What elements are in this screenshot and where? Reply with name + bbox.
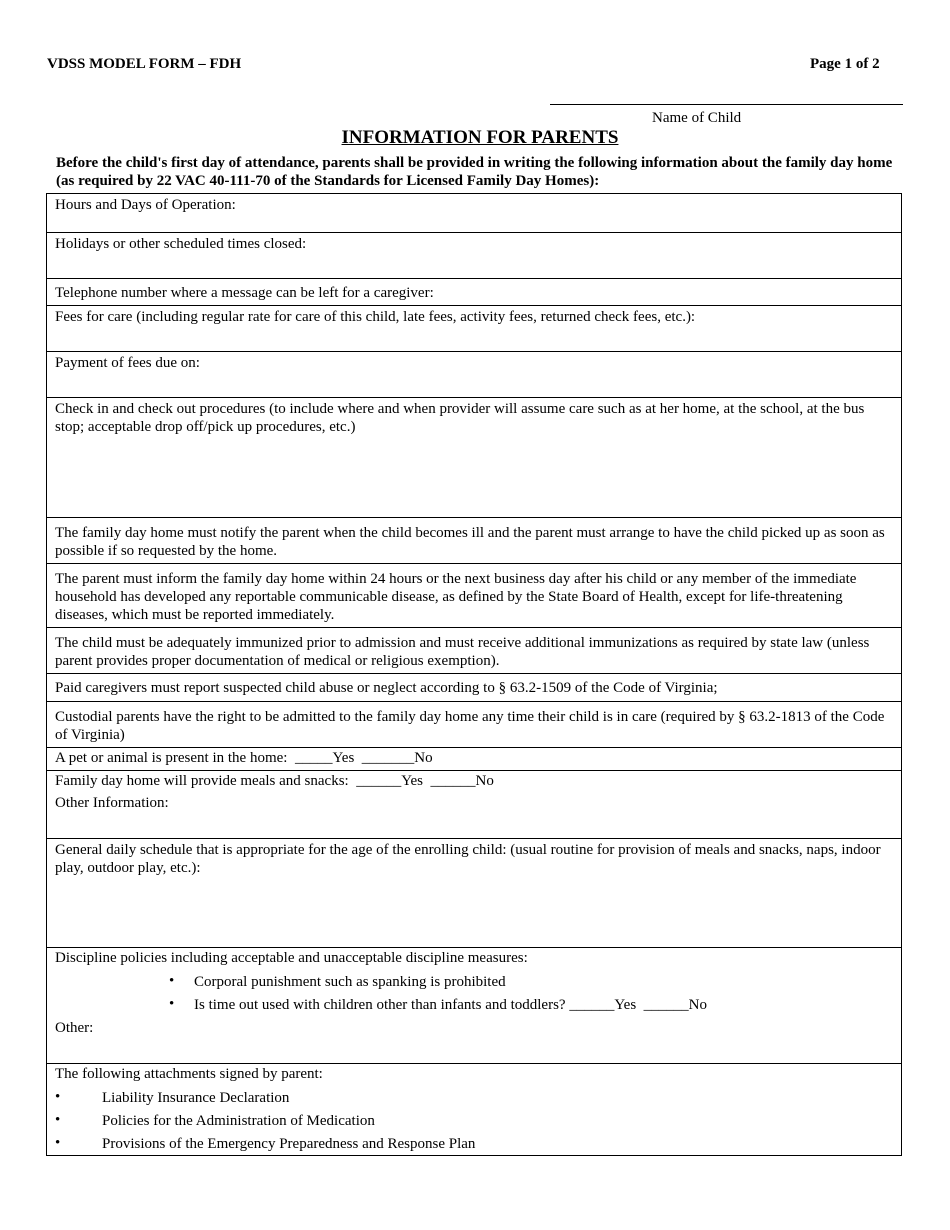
row-abuse xyxy=(47,674,901,702)
communicable-text: The parent must inform the family day home within 24 hours or the next business day after his child or any member of the immediate household has developed any reportable communicable disease, as defined by the State Board of Health, except for life-threatening diseases, which must be reported immediately. xyxy=(55,571,857,623)
meals-question[interactable]: Family day home will provide meals and snacks: ______Yes ______No xyxy=(55,773,494,789)
intro-text: Before the child's first day of attendance, parents shall be provided in writing the following information about the family day home (as required by 22 VAC 40-111-70 of the Standards for Licensed Family Day Homes): xyxy=(56,155,893,189)
custodial-text: Custodial parents have the right to be admitted to the family day home any time their child is in care (required by § 63.2-1813 of the Code of Virginia) xyxy=(55,709,885,743)
row-communicable xyxy=(47,564,901,628)
row-telephone[interactable] xyxy=(47,279,901,306)
abuse-text: Paid caregivers must report suspected child abuse or neglect according to § 63.2-1509 of the Code of Virginia; xyxy=(55,680,718,696)
bullet-icon: • xyxy=(169,996,175,1012)
attachment-item-text: Policies for the Administration of Medication xyxy=(102,1113,375,1129)
holidays-label: Holidays or other scheduled times closed: xyxy=(55,236,307,252)
timeout-question[interactable]: Is time out used with children other than infants and toddlers? ______Yes ______No xyxy=(194,997,707,1013)
discipline-item-text: Corporal punishment such as spanking is prohibited xyxy=(194,974,506,990)
row-checkin[interactable] xyxy=(47,398,901,518)
payment-label: Payment of fees due on: xyxy=(55,355,200,371)
form-title: VDSS MODEL FORM – FDH xyxy=(47,56,242,72)
bullet-icon: • xyxy=(55,1112,61,1128)
row-schedule[interactable] xyxy=(47,839,901,948)
page-number: Page 1 of 2 xyxy=(810,56,880,72)
hours-label: Hours and Days of Operation: xyxy=(55,197,236,213)
bullet-icon: • xyxy=(169,973,175,989)
row-pet[interactable] xyxy=(47,748,901,771)
row-illness xyxy=(47,518,901,564)
row-immunization xyxy=(47,628,901,674)
page-title: INFORMATION FOR PARENTS xyxy=(341,127,619,148)
discipline-other-label: Other: xyxy=(55,1020,94,1036)
row-holidays[interactable] xyxy=(47,233,901,279)
row-discipline[interactable] xyxy=(47,948,901,1064)
row-custodial xyxy=(47,702,901,748)
row-hours[interactable] xyxy=(47,194,901,233)
other-information-label: Other Information: xyxy=(55,795,169,811)
attachments-label: The following attachments signed by parent: xyxy=(55,1066,323,1082)
bullet-icon: • xyxy=(55,1135,61,1151)
immunization-text: The child must be adequately immunized prior to admission and must receive additional immunizations as required by state law (unless parent provides proper documentation of medical or religious exemption). xyxy=(55,635,870,669)
telephone-label: Telephone number where a message can be left for a caregiver: xyxy=(55,285,434,301)
row-meals[interactable] xyxy=(47,771,901,839)
checkin-label: Check in and check out procedures (to include where and when provider will assume care such as at her home, at the school, at the bus stop; acceptable drop off/pick up procedures, etc.) xyxy=(55,401,865,435)
attachment-item-text: Liability Insurance Declaration xyxy=(102,1090,290,1106)
bullet-icon: • xyxy=(55,1089,61,1105)
row-attachments xyxy=(47,1064,901,1157)
discipline-label: Discipline policies including acceptable and unacceptable discipline measures: xyxy=(55,950,528,966)
name-of-child-line[interactable] xyxy=(550,104,903,105)
name-of-child-label: Name of Child xyxy=(652,110,742,126)
illness-text: The family day home must notify the parent when the child becomes ill and the parent must arrange to have the child picked up as soon as possible if so requested by the home. xyxy=(55,525,885,559)
row-fees[interactable] xyxy=(47,306,901,352)
attachment-item-text: Provisions of the Emergency Preparedness and Response Plan xyxy=(102,1136,476,1152)
fees-label: Fees for care (including regular rate for care of this child, late fees, activity fees, returned check fees, etc.): xyxy=(55,309,696,325)
info-form-table xyxy=(46,193,902,1156)
schedule-label: General daily schedule that is appropriate for the age of the enrolling child: (usual routine for provision of meals and snacks, naps, indoor play, outdoor play, etc.): xyxy=(55,842,881,876)
row-payment[interactable] xyxy=(47,352,901,398)
pet-question[interactable]: A pet or animal is present in the home: _____Yes _______No xyxy=(55,750,433,766)
